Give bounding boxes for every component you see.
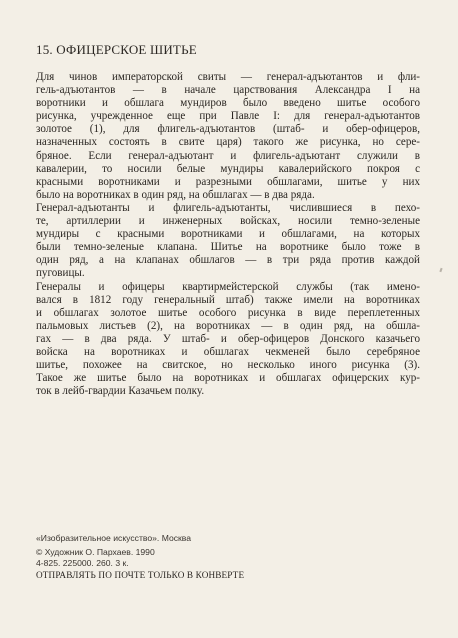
text-line: один ряд, а на клапанах обшлагов — в три ряда против каждой	[36, 254, 420, 267]
text-line: красными воротниками и разрезными обшлагами, шитье у них	[36, 175, 420, 188]
text-line: и обшлагах золотое шитье особого рисунка в виде переплетенных	[36, 306, 420, 319]
text-line: гель-адъютантов — в начале царствования Александра I на	[36, 84, 420, 97]
print-speck	[439, 268, 442, 272]
text-line: кавалерии, то носили белые мундиры кавалерийского покроя с	[36, 162, 420, 175]
text-line: было на воротниках в один ряд, на обшлагах — в два ряда.	[36, 188, 315, 201]
text-line: мундиры с красными воротниками и обшлагами, на которых	[36, 228, 420, 241]
text-line: золотое (1), для флигель-адъютантов (штаб- и обер-офицеров,	[36, 123, 420, 136]
text-line: гах — в два ряда. У штаб- и обер-офицеров Донского казачьего	[36, 332, 420, 345]
text-line: были темно-зеленые клапана. Шитье на воротнике было тоже в	[36, 241, 420, 254]
text-line: шитье, похожее на свитское, но несколько иного рисунка (3).	[36, 359, 420, 372]
mail-notice: ОТПРАВЛЯТЬ ПО ПОЧТЕ ТОЛЬКО В КОНВЕРТЕ	[36, 569, 245, 580]
text-line: воротники и обшлага мундиров было введено шитье особого	[36, 97, 420, 110]
text-line: пальмовых листьев (2), на воротниках — в один ряд, на обшла-	[36, 319, 420, 332]
description-text	[36, 71, 420, 398]
text-line: рисунка, учрежденное еще при Павле I: для генерал-адъютантов	[36, 110, 420, 123]
text-line: вался в 1812 году генеральный штаб) также имели на воротниках	[36, 293, 420, 306]
text-line: Для чинов императорской свиты — генерал-адъютантов и фли-	[36, 71, 420, 83]
text-line: Такое же шитье было на воротниках и обшлагах офицерских кур-	[36, 372, 420, 385]
text-line: Генерал-адъютанты и флигель-адъютанты, числившиеся в пехо-	[36, 201, 420, 214]
text-line: те, артиллерии и инженерных войсках, носили темно-зеленые	[36, 215, 420, 228]
text-line: бряное. Если генерал-адъютант и флигель-адъютант служили в	[36, 149, 420, 162]
publisher-imprint	[36, 533, 336, 581]
catalog-number: 4-825. 225000. 260. 3 к.	[36, 558, 129, 569]
copyright-line: © Художник О. Пархаев. 1990	[36, 547, 155, 558]
text-line: ток в лейб-гвардии Казачьем полку.	[36, 385, 205, 398]
publisher-name: «Изобразительное искусство». Москва	[36, 533, 192, 543]
text-line: войска на воротниках и обшлагах чекменей было серебряное	[36, 345, 420, 358]
text-line: Генералы и офицеры квартирмейстерской службы (так имено-	[36, 280, 420, 293]
section-title: 15. ОФИЦЕРСКОЕ ШИТЬЕ	[36, 42, 197, 57]
text-line: назначенных состоять в свите царя) такого же рисунка, но сере-	[36, 136, 420, 149]
text-line: пуговицы.	[36, 267, 85, 280]
